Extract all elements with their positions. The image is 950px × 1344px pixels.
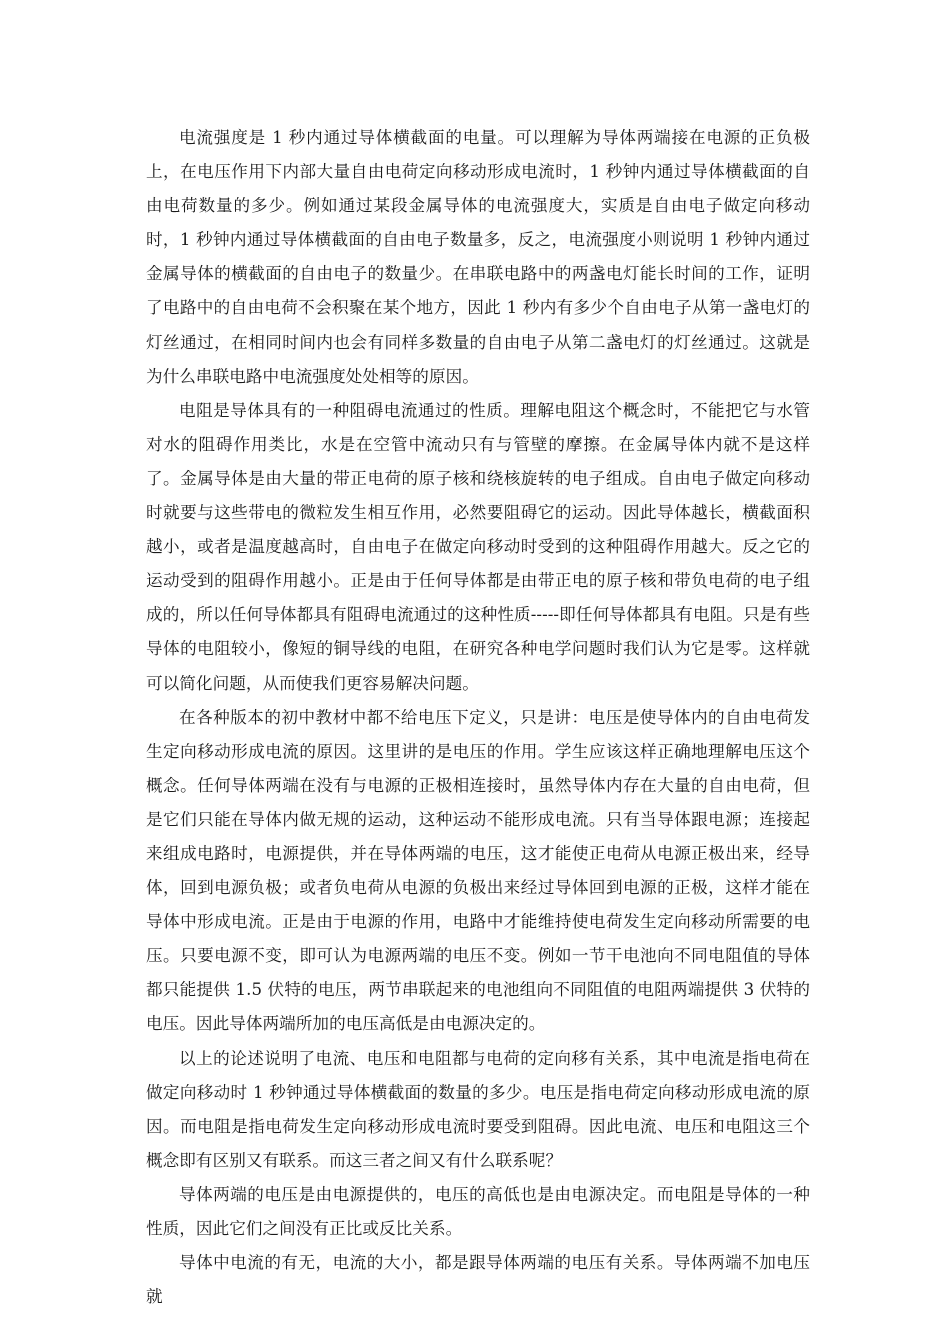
document-body xyxy=(146,121,810,1314)
paragraph-current-voltage-relation: 导体中电流的有无，电流的大小，都是跟导体两端的电压有关系。导体两端不加电压就 xyxy=(146,1253,810,1307)
paragraph-current-intensity: 电流强度是 1 秒内通过导体横截面的电量。可以理解为导体两端接在电源的正负极上，在电压作用下内部大量自由电荷定向移动形成电流时，1 秒钟内通过导体横截面的自由电荷数量的多少。例如通过某段金属导体的电流强度大，实质是自由电子做定向移动时，1 秒钟内通过导体横截面的自由电子数量多，反之，电流强度小则说明 1 秒钟内通过金属导体的横截面的自由电子的数量少。在串联电路中的两盏电灯能长时间的工作，证明了电路中的自由电荷不会积聚在某个地方，因此 1 秒内有多少个自由电子从第一盏电灯的灯丝通过，在相同时间内也会有同样多数量的自由电子从第二盏电灯的灯丝通过。这就是为什么串联电路中电流强度处处相等的原因。 xyxy=(146,128,810,386)
paragraph-summary: 以上的论述说明了电流、电压和电阻都与电荷的定向移有关系，其中电流是指电荷在做定向移动时 1 秒钟通过导体横截面的数量的多少。电压是指电荷定向移动形成电流的原因。而电阻是指电荷发生定向移动形成电流时要受到阻碍。因此电流、电压和电阻这三个概念即有区别又有联系。而这三者之间又有什么联系呢？ xyxy=(146,1048,810,1170)
paragraph-resistance: 电阻是导体具有的一种阻碍电流通过的性质。理解电阻这个概念时，不能把它与水管对水的阻碍作用类比，水是在空管中流动只有与管壁的摩擦。在金属导体内就不是这样了。金属导体是由大量的带正电荷的原子核和绕核旋转的电子组成。自由电子做定向移动时就要与这些带电的微粒发生相互作用，必然要阻碍它的运动。因此导体越长，横截面积越小，或者是温度越高时，自由电子在做定向移动时受到的这种阻碍作用越大。反之它的运动受到的阻碍作用越小。正是由于任何导体都是由带正电的原子核和带负电荷的电子组成的，所以任何导体都具有阻碍电流通过的这种性质-----即任何导体都具有电阻。只是有些导体的电阻较小，像短的铜导线的电阻，在研究各种电学问题时我们认为它是零。这样就可以简化问题，从而使我们更容易解决问题。 xyxy=(146,400,810,693)
paragraph-voltage: 在各种版本的初中教材中都不给电压下定义，只是讲：电压是使导体内的自由电荷发生定向移动形成电流的原因。这里讲的是电压的作用。学生应该这样正确地理解电压这个概念。任何导体两端在没有与电源的正极相连接时，虽然导体内存在大量的自由电荷，但是它们只能在导体内做无规的运动，这种运动不能形成电流。只有当导体跟电源；连接起来组成电路时，电源提供，并在导体两端的电压，这才能使正电荷从电源正极出来，经导体，回到电源负极；或者负电荷从电源的负极出来经过导体回到电源的正极，这样才能在导体中形成电流。正是由于电源的作用，电路中才能维持使电荷发生定向移动所需要的电压。只要电源不变，即可认为电源两端的电压不变。例如一节干电池向不同电阻值的导体都只能提供 1.5 伏特的电压，两节串联起来的电池组向不同阻值的电阻两端提供 3 伏特的电压。因此导体两端所加的电压高低是由电源决定的。 xyxy=(146,707,810,1034)
paragraph-voltage-resistance-relation: 导体两端的电压是由电源提供的，电压的高低也是由电源决定。而电阻是导体的一种性质，因此它们之间没有正比或反比关系。 xyxy=(146,1184,810,1238)
